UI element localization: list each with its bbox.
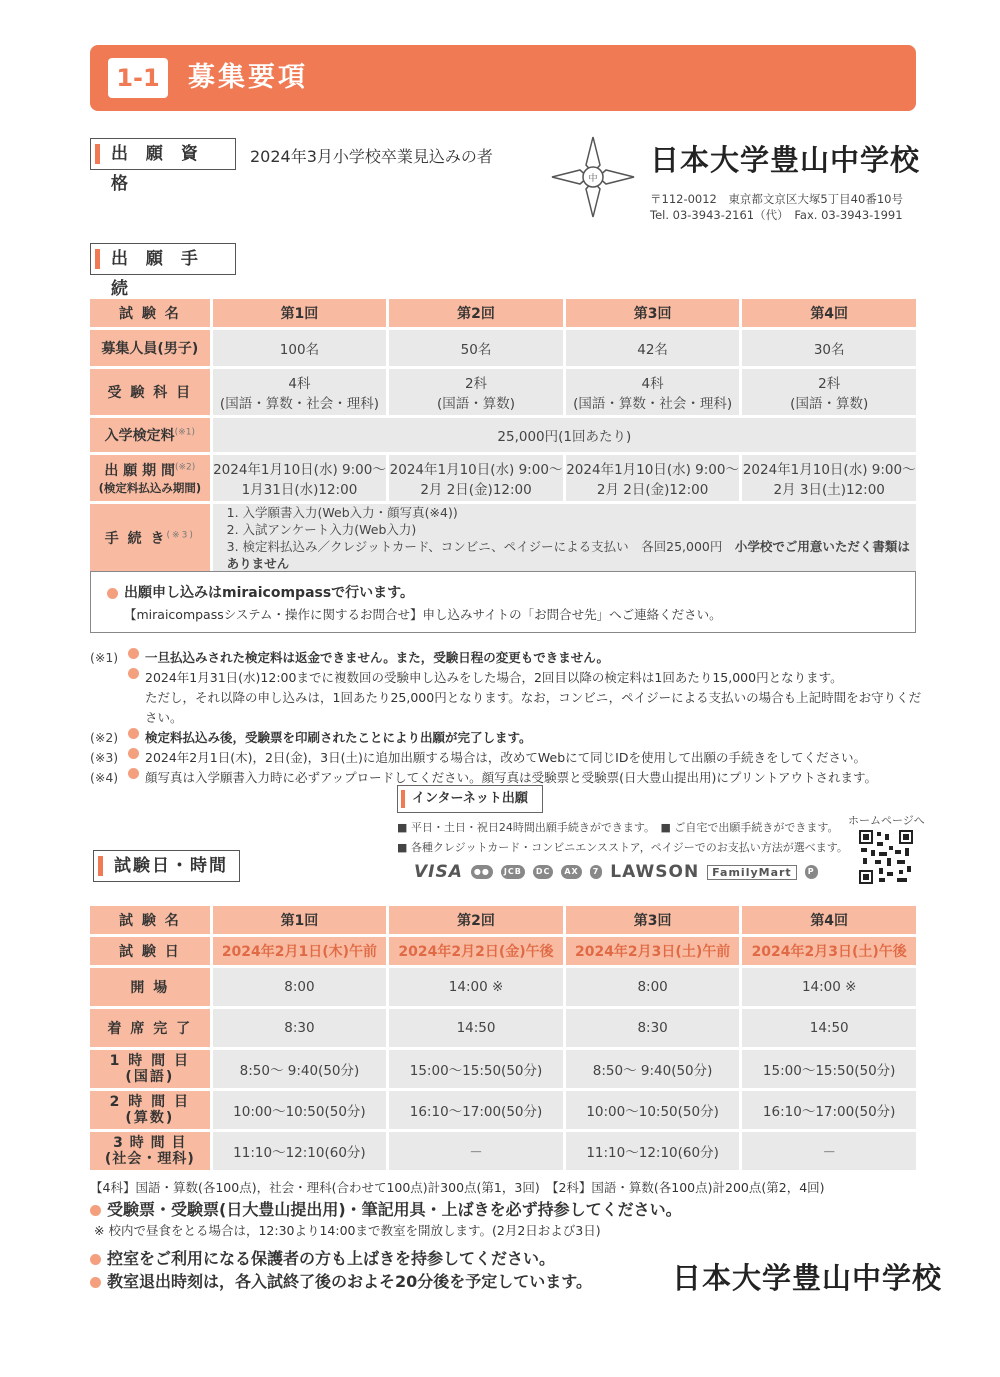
school-name-footer: 日本大学豊山中学校: [672, 1261, 943, 1295]
period-2-time: 10:00～10:50(50分): [566, 1091, 740, 1129]
school-emblem-icon: [550, 135, 636, 219]
qualification-label: 出 願 資 格: [111, 144, 204, 194]
mastercard-icon: ●●: [471, 865, 493, 879]
internet-line-1: ■ 平日・土日・祝日24時間出願手続きができます。 ■ ご自宅で出願手続きができます。: [397, 821, 839, 834]
open-label: 開 場: [90, 968, 210, 1006]
period-1-time: 8:50～ 9:40(50分): [566, 1050, 740, 1088]
school-address: [650, 191, 903, 223]
period-3-label: 3 時 間 目 (社会・理科): [90, 1132, 210, 1170]
qr-code-icon[interactable]: [859, 830, 913, 884]
procedure-heading: [90, 243, 236, 299]
capacity-value: 30名: [742, 330, 916, 366]
period-2-time: 10:00～10:50(50分): [213, 1091, 387, 1129]
steps-label: 手 続 き$^{(※3)}$: [90, 504, 210, 572]
seat-time: 8:30: [566, 1009, 740, 1047]
subjects-cell: 4科 (国語・算数・社会・理科): [213, 369, 387, 415]
round-1-head: 第1回: [213, 906, 387, 934]
diners-icon: DC: [533, 865, 554, 879]
period-cell: 2024年1月10日(水) 9:00～ 1月31日(水)12:00: [213, 455, 387, 501]
period-label: 出 願 期 間$^{(※2)}$ (検定料払込み期間): [90, 455, 210, 501]
miraicompass-notice: [90, 571, 916, 633]
internet-line-2: ■ 各種クレジットカード・コンビニエンスストア，ペイジーでのお支払い方法が選べます。: [397, 841, 848, 854]
seat-time: 8:30: [213, 1009, 387, 1047]
period-1-time: 8:50～ 9:40(50分): [213, 1050, 387, 1088]
period-2-time: 16:10～17:00(50分): [742, 1091, 916, 1129]
round-2-head: 第2回: [389, 299, 563, 327]
homepage-label: ホームページへ: [848, 814, 925, 827]
table-head-label: 試 験 名: [90, 299, 210, 327]
period-3-time: 11:10～12:10(60分): [213, 1132, 387, 1170]
section-title: 募集要項: [188, 62, 308, 93]
subjects-cell: 4科 (国語・算数・社会・理科): [566, 369, 740, 415]
capacity-value: 42名: [566, 330, 740, 366]
parents-note: 控室をご利用になる保護者の方も上ばきを持参してください。: [107, 1249, 556, 1268]
amex-icon: AX: [561, 865, 581, 879]
address-line: 〒112-0012 東京都文京区大塚5丁目40番10号: [650, 192, 903, 206]
note-item: (※1) 一旦払込みされた検定料は返金できません。また，受験日程の変更もできません。: [90, 650, 610, 665]
period-2-time: 16:10～17:00(50分): [389, 1091, 563, 1129]
period-1-time: 15:00～15:50(50分): [389, 1050, 563, 1088]
seat-label: 着 席 完 了: [90, 1009, 210, 1047]
lunch-note: ※ 校内で昼食をとる場合は，12:30より14:00まで教室を開放します。(2月2日および3日): [94, 1223, 601, 1238]
seven-eleven-icon: 7: [590, 865, 603, 879]
seat-time: 14:50: [389, 1009, 563, 1047]
svg-text:中: 中: [588, 174, 598, 184]
capacity-label: 募集人員(男子): [90, 330, 210, 366]
subjects-cell: 2科 (国語・算数): [389, 369, 563, 415]
round-2-head: 第2回: [389, 906, 563, 934]
qualification-heading: [90, 138, 236, 194]
capacity-value: 50名: [389, 330, 563, 366]
application-table: [87, 296, 919, 575]
schedule-table: [87, 903, 919, 1173]
round-4-head: 第4回: [742, 299, 916, 327]
note-item: (※3) 2024年2月1日(木)，2日(金)，3日(土)に追加出願する場合は，改めてWebにて同じIDを使用して出願の手続きをしてください。: [90, 750, 866, 765]
seat-time: 14:50: [742, 1009, 916, 1047]
round-4-head: 第4回: [742, 906, 916, 934]
payeasy-icon: P: [805, 865, 818, 879]
notes-list: [90, 648, 930, 788]
round-3-head: 第3回: [566, 299, 740, 327]
jcb-icon: JCB: [501, 865, 525, 879]
scoring-note: 【4科】国語・算数(各100点)，社会・理科(合わせて100点)計300点(第1，3回) 【2科】国語・算数(各100点)計200点(第2，4回): [90, 1180, 825, 1195]
section-number: 1-1: [108, 58, 168, 98]
period-cell: 2024年1月10日(水) 9:00～ 2月 2日(金)12:00: [566, 455, 740, 501]
familymart-logo: FamilyMart: [707, 865, 797, 880]
internet-heading: [397, 785, 543, 813]
period-3-time: 11:10～12:10(60分): [566, 1132, 740, 1170]
period-cell: 2024年1月10日(水) 9:00～ 2月 3日(土)12:00: [742, 455, 916, 501]
open-time: 8:00: [566, 968, 740, 1006]
subjects-label: 受 験 科 目: [90, 369, 210, 415]
fee-value: 25,000円(1回あたり): [213, 418, 916, 452]
capacity-value: 100名: [213, 330, 387, 366]
round-1-head: 第1回: [213, 299, 387, 327]
note-item: (※2) 検定料払込み後，受験票を印刷されたことにより出願が完了します。: [90, 730, 532, 745]
fee-label: 入学検定料$^{(※1)}$: [90, 418, 210, 452]
payment-logos: [414, 862, 818, 882]
exam-date: 2024年2月1日(木)午前: [213, 937, 387, 965]
sched-head-label: 試 験 名: [90, 906, 210, 934]
period-3-time: －: [389, 1132, 563, 1170]
note-item: ただし，それ以降の申し込みは，1回あたり25,000円となります。なお，コンビニ，ペイジーによる支払いの場合も上記時間をお守りください。: [145, 690, 922, 725]
exam-date: 2024年2月3日(土)午後: [742, 937, 916, 965]
visa-logo: VISA: [414, 862, 463, 882]
mirai-line-1: 出願申し込みはmiraicompassで行います。: [124, 585, 415, 601]
note-item: (※4) 顔写真は入学願書入力時に必ずアップロードしてください。顔写真は受験票と受験票(日大豊山提出用)にプリントアウトされます。: [90, 770, 878, 785]
exam-date: 2024年2月2日(金)午後: [389, 937, 563, 965]
schedule-label: 試験日・時間: [114, 856, 228, 876]
qualification-text: 2024年3月小学校卒業見込みの者: [250, 147, 493, 166]
internet-info: [397, 818, 848, 858]
lawson-logo: LAWSON: [610, 862, 700, 882]
open-time: 14:00 ※: [742, 968, 916, 1006]
period-2-label: 2 時 間 目 (算数): [90, 1091, 210, 1129]
bring-note: 受験票・受験票(日大豊山提出用)・筆記用具・上ばきを必ず持参してください。: [107, 1200, 682, 1219]
period-1-time: 15:00～15:50(50分): [742, 1050, 916, 1088]
exam-date-label: 試 験 日: [90, 937, 210, 965]
internet-label: インターネット出願: [412, 791, 528, 806]
school-name: 日本大学豊山中学校: [650, 143, 921, 177]
open-time: 8:00: [213, 968, 387, 1006]
open-time: 14:00 ※: [389, 968, 563, 1006]
mirai-line-2: 【miraicompassシステム・操作に関するお問合せ】申し込みサイトの「お問合せ先」へご連絡ください。: [124, 607, 722, 622]
steps-cell: 1. 入学願書入力(Web入力・顔写真(※4)) 2. 入試アンケート入力(Web入力) 3. 検定料払込み／クレジットカード、コンビニ、ペイジーによる支払い 各回25,000円 小学校でご用意いただく書類はありません: [213, 504, 916, 572]
tel-line: Tel. 03-3943-2161（代） Fax. 03-3943-1991: [650, 208, 903, 222]
note-item: 2024年1月31日(水)12:00までに複数回の受験申し込みをした場合，2回目以降の検定料は1回あたり15,000円となります。: [90, 668, 930, 688]
period-1-label: 1 時 間 目 (国語): [90, 1050, 210, 1088]
procedure-label: 出 願 手 続: [111, 249, 204, 299]
exam-date: 2024年2月3日(土)午前: [566, 937, 740, 965]
schedule-heading: [93, 850, 240, 882]
round-3-head: 第3回: [566, 906, 740, 934]
exit-note: 教室退出時刻は，各入試終了後のおよそ20分後を予定しています。: [107, 1272, 592, 1291]
subjects-cell: 2科 (国語・算数): [742, 369, 916, 415]
period-cell: 2024年1月10日(水) 9:00～ 2月 2日(金)12:00: [389, 455, 563, 501]
period-3-time: －: [742, 1132, 916, 1170]
